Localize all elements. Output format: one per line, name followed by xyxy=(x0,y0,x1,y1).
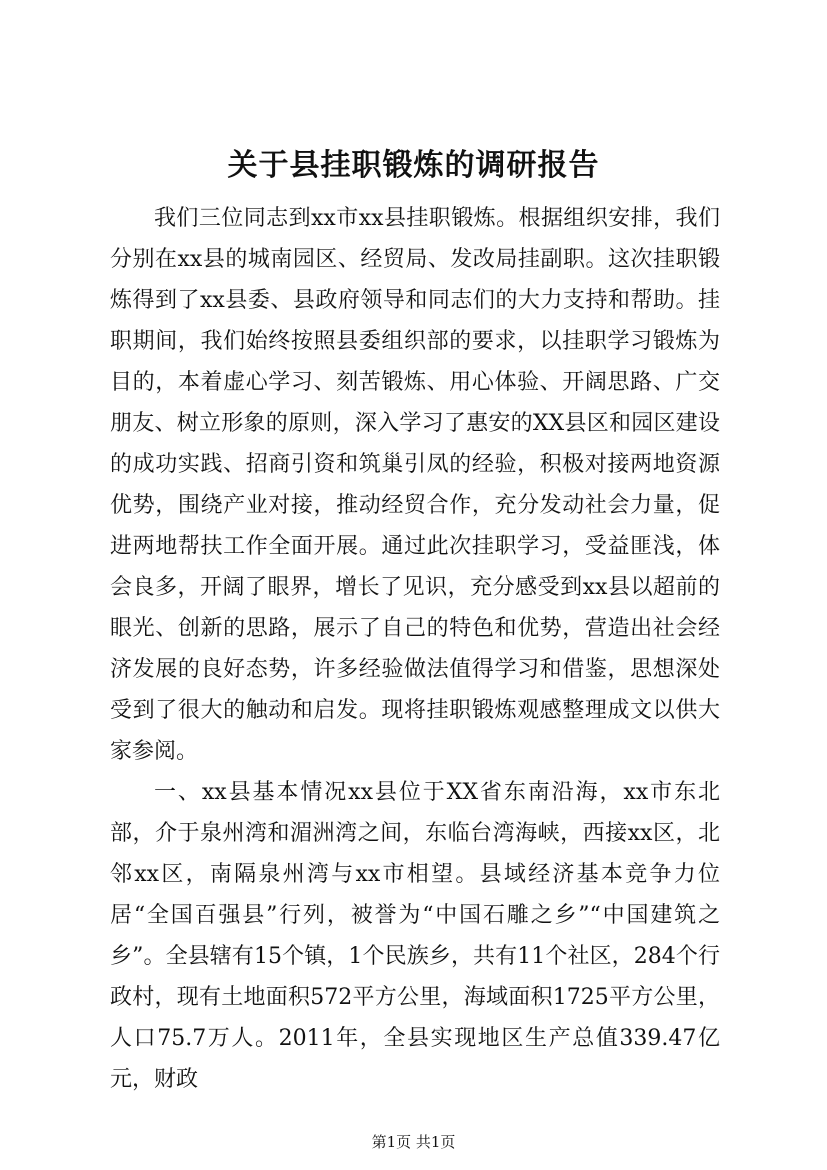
document-title: 关于县挂职锻炼的调研报告 xyxy=(227,148,600,183)
page-footer: 第1页 共1页 xyxy=(371,1133,456,1151)
paragraph-basic-situation: 一、xx县基本情况xx县位于XX省东南沿海，xx市东北部，介于泉州湾和湄洲湾之间，东临台湾海峡，西接xx区，北邻xx区，南隔泉州湾与xx市相望。县域经济基本竞争力位居“全国百强县”行列，被誉为“中国石雕之乡”“中国建筑之乡”。全县辖有15个镇，1个民族乡，共有11个社区，284个行政村，现有土地面积572平方公里，海域面积1725平方公里，人口75.7万人。2011年，全县实现地区生产总值339.47亿元，财政 xyxy=(110,780,720,1092)
paragraph-intro: 我们三位同志到xx市xx县挂职锻炼。根据组织安排，我们分别在xx县的城南园区、经贸局、发改局挂副职。这次挂职锻炼得到了xx县委、县政府领导和同志们的大力支持和帮助。挂职期间，我们始终按照县委组织部的要求，以挂职学习锻炼为目的，本着虚心学习、刻苦锻炼、用心体验、开阔思路、广交朋友、树立形象的原则，深入学习了惠安的XX县区和园区建设的成功实践、招商引资和筑巢引凤的经验，积极对接两地资源优势，围绕产业对接，推动经贸合作，充分发动社会力量，促进两地帮扶工作全面开展。通过此次挂职学习，受益匪浅，体会良多，开阔了眼界，增长了见识，充分感受到xx县以超前的眼光、创新的思路，展示了自己的特色和优势，营造出社会经济发展的良好态势，许多经验做法值得学习和借鉴，思想深处受到了很大的触动和启发。现将挂职锻炼观感整理成文以供大家参阅。 xyxy=(110,206,720,764)
document-body xyxy=(110,198,720,1100)
